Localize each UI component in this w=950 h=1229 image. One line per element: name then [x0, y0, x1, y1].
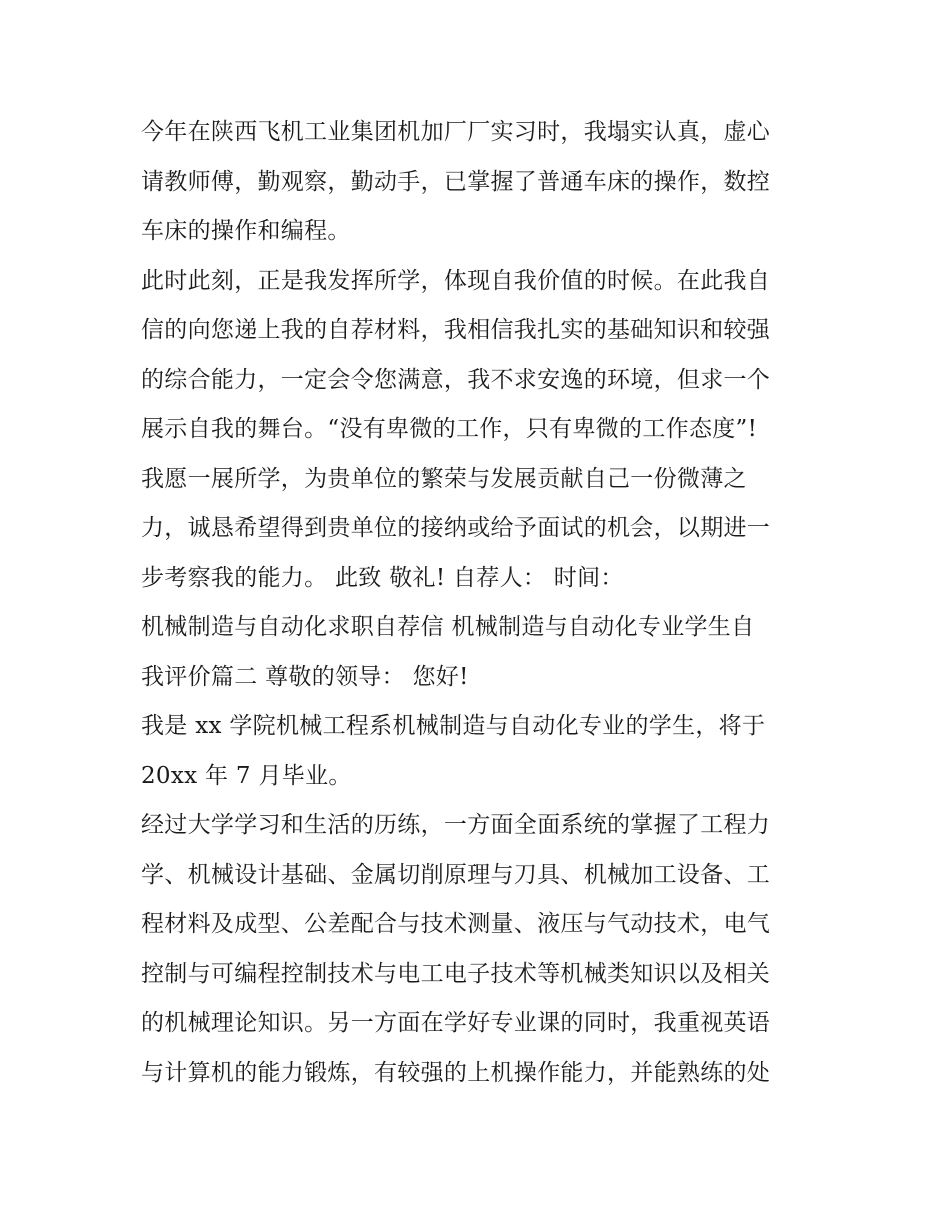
- text-line: 展示自我的舞台。“没有卑微的工作，只有卑微的工作态度”!: [141, 416, 758, 442]
- text-line: 与计算机的能力锻炼，有较强的上机操作能力，并能熟练的处: [141, 1059, 771, 1086]
- text-line: 此时此刻，正是我发挥所学，体现自我价值的时候。在此我自: [141, 267, 771, 294]
- text-line: 我评价篇二 尊敬的领导： 您好!: [141, 663, 469, 690]
- text-line: 我是 xx 学院机械工程系机械制造与自动化专业的学生，将于: [141, 713, 766, 739]
- text-line: 力，诚恳希望得到贵单位的接纳或给予面试的机会，以期进一: [141, 515, 771, 541]
- text-line: 信的向您递上我的自荐材料，我相信我扎实的基础知识和较强: [141, 317, 771, 343]
- text-line: 车床的操作和编程。: [141, 218, 351, 244]
- text-line: 经过大学学习和生活的历练，一方面全面系统的掌握了工程力: [141, 812, 771, 838]
- text-line: 程材料及成型、公差配合与技术测量、液压与气动技术，电气: [141, 911, 771, 937]
- text-line: 机械制造与自动化求职自荐信 机械制造与自动化专业学生自: [141, 614, 755, 640]
- text-line: 今年在陕西飞机工业集团机加厂厂实习时，我塌实认真，虚心: [141, 119, 771, 145]
- text-line: 控制与可编程控制技术与电工电子技术等机械类知识以及相关: [141, 960, 771, 987]
- document-body: [141, 108, 821, 1098]
- text-line: 的综合能力，一定会令您满意，我不求安逸的环境，但求一个: [141, 366, 771, 393]
- text-line: 学、机械设计基础、金属切削原理与刀具、机械加工设备、工: [141, 861, 771, 888]
- text-line: 我愿一展所学，为贵单位的繁荣与发展贡献自己一份微薄之: [141, 465, 747, 492]
- text-line: 的机械理论知识。另一方面在学好专业课的同时，我重视英语: [141, 1010, 771, 1036]
- text-line: 请教师傅，勤观察，勤动手，已掌握了普通车床的操作，数控: [141, 168, 771, 195]
- text-line: 20xx 年 7 月毕业。: [141, 762, 352, 789]
- text-line: 步考察我的能力。 此致 敬礼! 自荐人： 时间：: [141, 564, 624, 591]
